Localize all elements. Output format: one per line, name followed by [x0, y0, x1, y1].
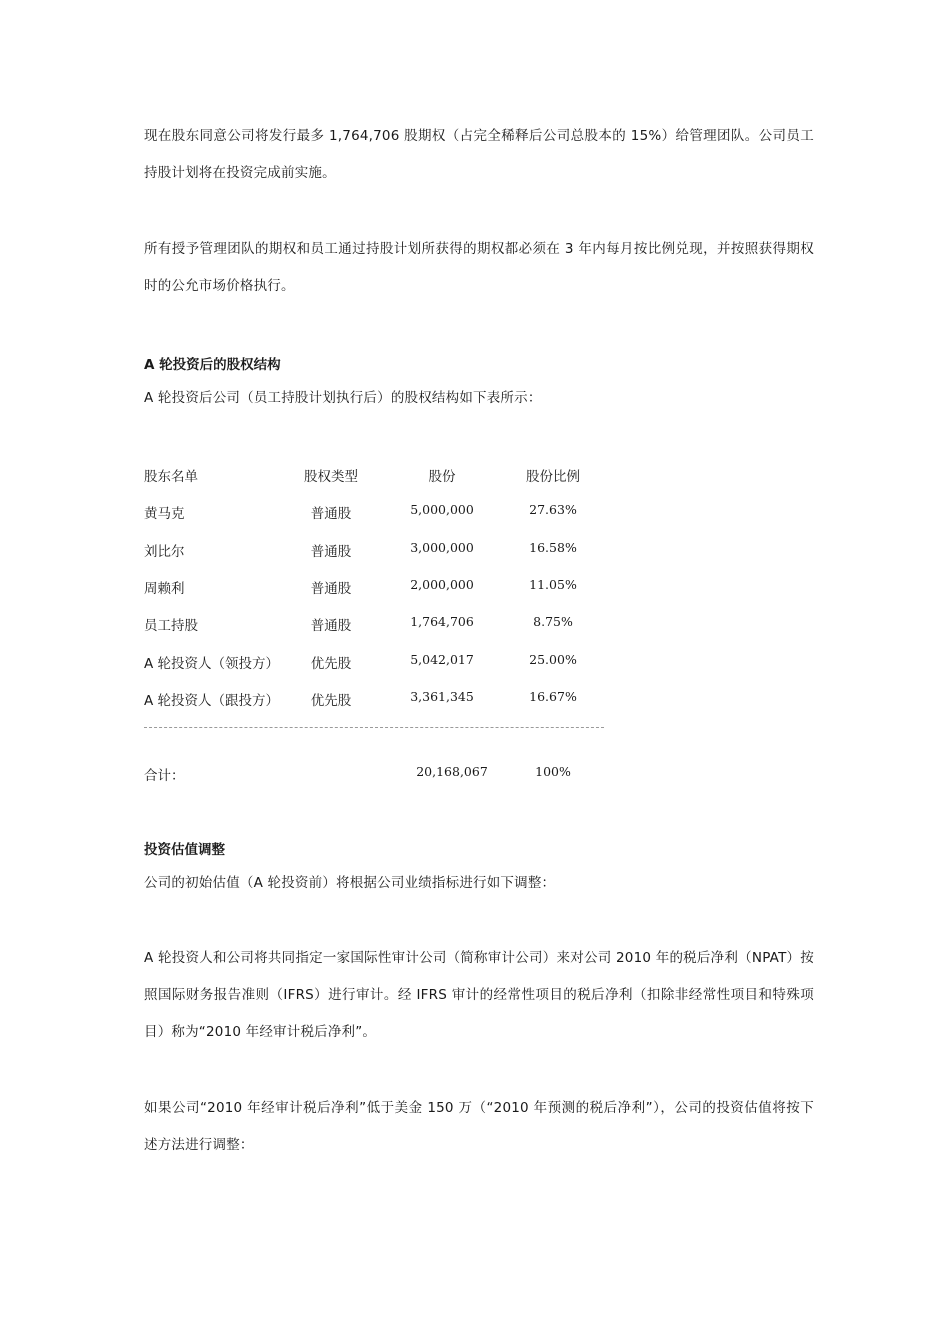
total-shares: 20,168,067: [416, 764, 488, 779]
shareholder-name: A 轮投资人（跟投方）: [144, 693, 280, 709]
share-percentage: 16.67%: [529, 689, 577, 704]
header-share-type: 股权类型: [304, 469, 358, 485]
shareholder-name: 黄马克: [144, 506, 185, 522]
table-divider: [144, 727, 604, 728]
table-row: [0, 502, 950, 522]
table-row: [0, 652, 950, 672]
header-shares: 股份: [428, 469, 456, 485]
share-percentage: 11.05%: [529, 577, 577, 592]
share-count: 2,000,000: [410, 577, 474, 592]
table-total-row: [0, 764, 950, 784]
shareholder-name: 周赖利: [144, 581, 185, 597]
share-type: 优先股: [310, 656, 352, 672]
paragraph-equity-intro: A 轮投资后公司（员工持股计划执行后）的股权结构如下表所示：: [144, 390, 542, 406]
paragraph-adjustment-condition: 如果公司“2010 年经审计税后净利”低于美金 150 万（“2010 年预测的税后净利”），公司的投资估值将按下述方法进行调整：: [144, 1100, 814, 1153]
header-shareholder: 股东名单: [144, 469, 198, 485]
paragraph-stock-options: 现在股东同意公司将发行最多 1,764,706 股期权（占完全稀释后公司总股本的 15%）给管理团队。公司员工持股计划将在投资完成前实施。: [144, 128, 814, 181]
table-header-row: [0, 465, 950, 485]
share-percentage: 25.00%: [529, 652, 577, 667]
shareholder-name: A 轮投资人（领投方）: [144, 656, 280, 672]
paragraph-vesting: 所有授予管理团队的期权和员工通过持股计划所获得的期权都必须在 3 年内每月按比例兑现，并按照获得期权时的公允市场价格执行。: [144, 241, 814, 294]
table-row: [0, 689, 950, 709]
share-percentage: 8.75%: [533, 614, 573, 629]
shareholder-name: 员工持股: [144, 618, 198, 634]
heading-equity-structure: A 轮投资后的股权结构: [144, 357, 281, 373]
table-row: [0, 614, 950, 634]
total-label: 合计：: [144, 768, 185, 784]
share-count: 3,361,345: [410, 689, 474, 704]
paragraph-valuation-intro: 公司的初始估值（A 轮投资前）将根据公司业绩指标进行如下调整：: [144, 875, 556, 891]
share-percentage: 16.58%: [529, 540, 577, 555]
share-type: 优先股: [310, 693, 352, 709]
share-count: 3,000,000: [410, 540, 474, 555]
share-count: 1,764,706: [410, 614, 474, 629]
paragraph-audit: A 轮投资人和公司将共同指定一家国际性审计公司（简称审计公司）来对公司 2010 年的税后净利（NPAT）按照国际财务报告准则（IFRS）进行审计。经 IFRS 审计的经常性项目的税后净利（扣除非经常性项目和特殊项目）称为“2010 年经审计税后净利”。: [144, 950, 814, 1040]
table-row: [0, 577, 950, 597]
share-type: 普通股: [310, 544, 352, 560]
share-count: 5,000,000: [410, 502, 474, 517]
table-row: [0, 540, 950, 560]
heading-valuation-adjustment: 投资估值调整: [144, 842, 225, 858]
header-percentage: 股份比例: [526, 469, 580, 485]
share-type: 普通股: [310, 618, 352, 634]
share-type: 普通股: [310, 506, 352, 522]
total-percentage: 100%: [535, 764, 571, 779]
share-count: 5,042,017: [410, 652, 474, 667]
shareholder-name: 刘比尔: [144, 544, 185, 560]
share-type: 普通股: [310, 581, 352, 597]
share-percentage: 27.63%: [529, 502, 577, 517]
